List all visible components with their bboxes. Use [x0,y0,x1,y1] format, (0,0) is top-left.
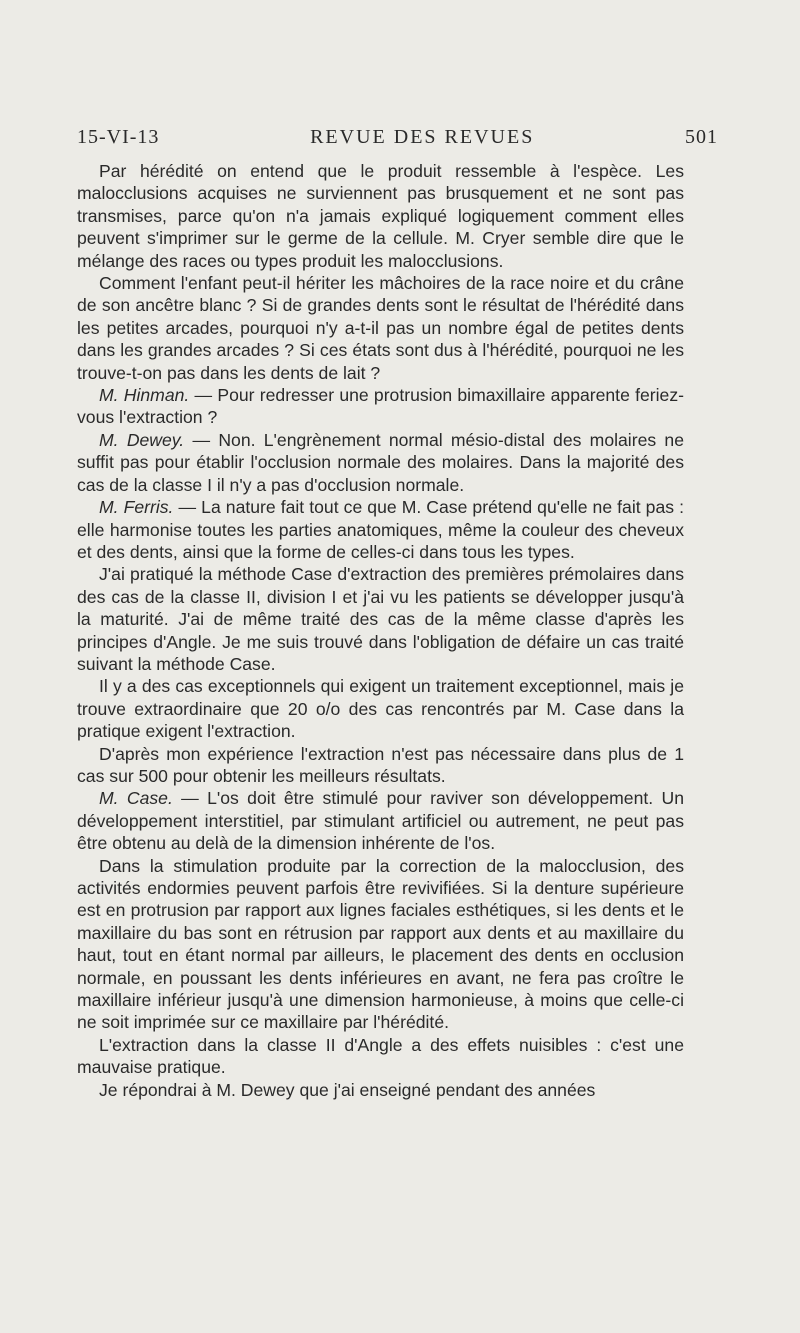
article-body [77,160,684,1101]
paragraph: L'extraction dans la classe II d'Angle a des effets nuisibles : c'est une mauvaise pratique. [77,1034,684,1078]
paragraph: M. Dewey. — Non. L'engrènement normal mésio-distal des molaires ne suffit pas pour établir l'occlusion normale des molaires. Dans la majorité des cas de la classe I il n'y a pas d'occlusion normale. [77,429,685,495]
journal-title: REVUE DES REVUES [310,126,535,148]
paragraph: Il y a des cas exceptionnels qui exigent un traitement exceptionnel, mais je trouve extraordinaire que 20 o/o des cas rencontrés par M. Case dans la pratique exigent l'extraction. [77,676,684,742]
speaker-name: M. Hinman. [99,385,190,406]
speaker-name: M. Ferris. [99,497,174,518]
speaker-name: M. Case. [99,788,173,809]
paragraph: M. Ferris. — La nature fait tout ce que M. Case prétend qu'elle ne fait pas : elle harmonise toutes les parties anatomiques, même la couleur des cheveux et des dents, ainsi que la forme de celles-ci dans tous les types. [77,497,684,562]
paragraph: M. Hinman. — Pour redresser une protrusion bimaxillaire apparente feriez-vous l'extraction ? [77,385,684,428]
paragraph: Dans la stimulation produite par la correction de la malocclusion, des activités endormies peuvent parfois être revivifiées. Si la denture supérieure est en protrusion par rapport aux lignes faciales esthétiques, si les dents et le maxillaire du bas sont en rétrusion par rapport aux dents et au maxillaire du haut, tout en étant normal par ailleurs, le placement des dents en occlusion normale, en poussant les dents inférieures en avant, ne fera pas croître le maxillaire inférieur jusqu'à une dimension harmonieuse, à moins que celle-ci ne soit imprimée sur ce maxillaire par l'hérédité. [77,855,684,1033]
paragraph: J'ai pratiqué la méthode Case d'extraction des premières prémolaires dans des cas de la classe II, division I et j'ai vu les patients se développer jusqu'à la maturité. J'ai de même traité des cas de la même classe d'après les principes d'Angle. Je me suis trouvé dans l'obligation de défaire un cas traité suivant la méthode Case. [77,564,684,674]
paragraph: M. Case. — L'os doit être stimulé pour raviver son développement. Un développement interstitiel, par stimulant artificiel ou autrement, ne peut pas être obtenu au delà de la dimension inhérente de l'os. [77,788,684,854]
paragraph: Comment l'enfant peut-il hériter les mâchoires de la race noire et du crâne de son ancêtre blanc ? Si de grandes dents sont le résultat de l'hérédité dans les petites arcades, pourquoi n'y a-t-il pas un nombre égal de petites dents dans les grandes arcades ? Si ces états sont dus à l'hérédité, pourquoi ne les trouve-t-on pas dans les dents de lait ? [77,273,684,383]
paragraph: Je répondrai à M. Dewey que j'ai enseigné pendant des années [99,1079,596,1100]
issue-date: 15-VI-13 [77,126,160,148]
speaker-name: M. Dewey. [99,429,185,450]
page-number: 501 [684,126,718,148]
running-header [77,126,718,156]
paragraph: Par hérédité on entend que le produit ressemble à l'espèce. Les malocclusions acquises ne surviennent pas brusquement et ne sont pas transmises, parce qu'on n'a jamais expliqué logiquement comment elles peuvent s'imprimer sur le germe de la cellule. M. Cryer semble dire que le mélange des races ou types produit les malocclusions. [77,161,684,271]
paragraph: D'après mon expérience l'extraction n'est pas nécessaire dans plus de 1 cas sur 500 pour obtenir les meilleurs résultats. [77,743,684,786]
